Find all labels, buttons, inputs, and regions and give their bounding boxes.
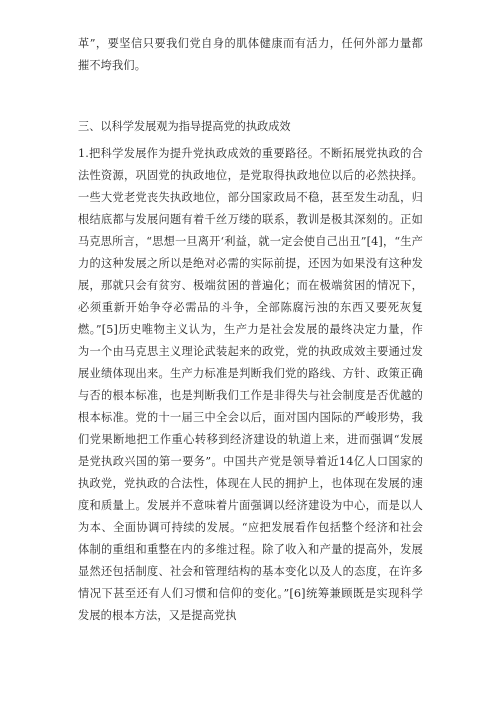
continued-paragraph: 革”，要坚信只要我们党自身的肌体健康而有活力，任何外部力量都摧不垮我们。 [78,37,423,72]
body-paragraph: 1.把科学发展作为提升党执政成效的重要路径。不断拓展党执政的合法性资源，巩固党的执政地位，是党取得执政地位以后的必然抉择。一些大党老党丧失执政地位，部分国家政局不稳，甚至发生动乱，归根结底都与发展问题有着千丝万缕的联系，教训是极其深刻的。正如马克思所言，“思想一旦离开‘利益，就一定会使自己出丑”[4]，“生产力的这种发展之所以是绝对必需的实际前提，还因为如果没有这种发展，那就只会有贫穷、极端贫困的普遍化；而在极端贫困的情况下，必须重新开始争夺必需品的斗争，全部陈腐污浊的东西又要死灰复燃。”[5]历史唯物主义认为，生产力是社会发展的最终决定力量，作为一个由马克思主义理论武装起来的政党，党的执政成效主要通过发展业绩体现出来。生产力标准是判断我们党的路线、方针、政策正确与否的根本标准，也是判断我们工作是非得失与社会制度是否优越的根本标准。党的十一届三中全会以后，面对国内国际的严峻形势，我们党果断地把工作重心转移到经济建设的轨道上来，进而强调“发展是党执政兴国的第一要务”。中国共产党是领导着近14亿人口国家的执政党，党执政的合法性，体现在人民的拥护上，也体现在发展的速度和质量上。发展并不意味着片面强调以经济建设为中心，而是以人为本、全面协调可持续的发展。“应把发展看作包括整个经济和社会体制的重组和重整在内的多维过程。除了收入和产量的提高外，发展显然还包括制度、社会和管理结构的基本变化以及人的态度，在许多情况下甚至还有人们习惯和信仰的变化。”[6]统筹兼顾既是实现科学发展的根本方法，又是提高党执 [78,147,423,622]
section-heading: 三、以科学发展观为指导提高党的执政成效 [78,120,291,133]
